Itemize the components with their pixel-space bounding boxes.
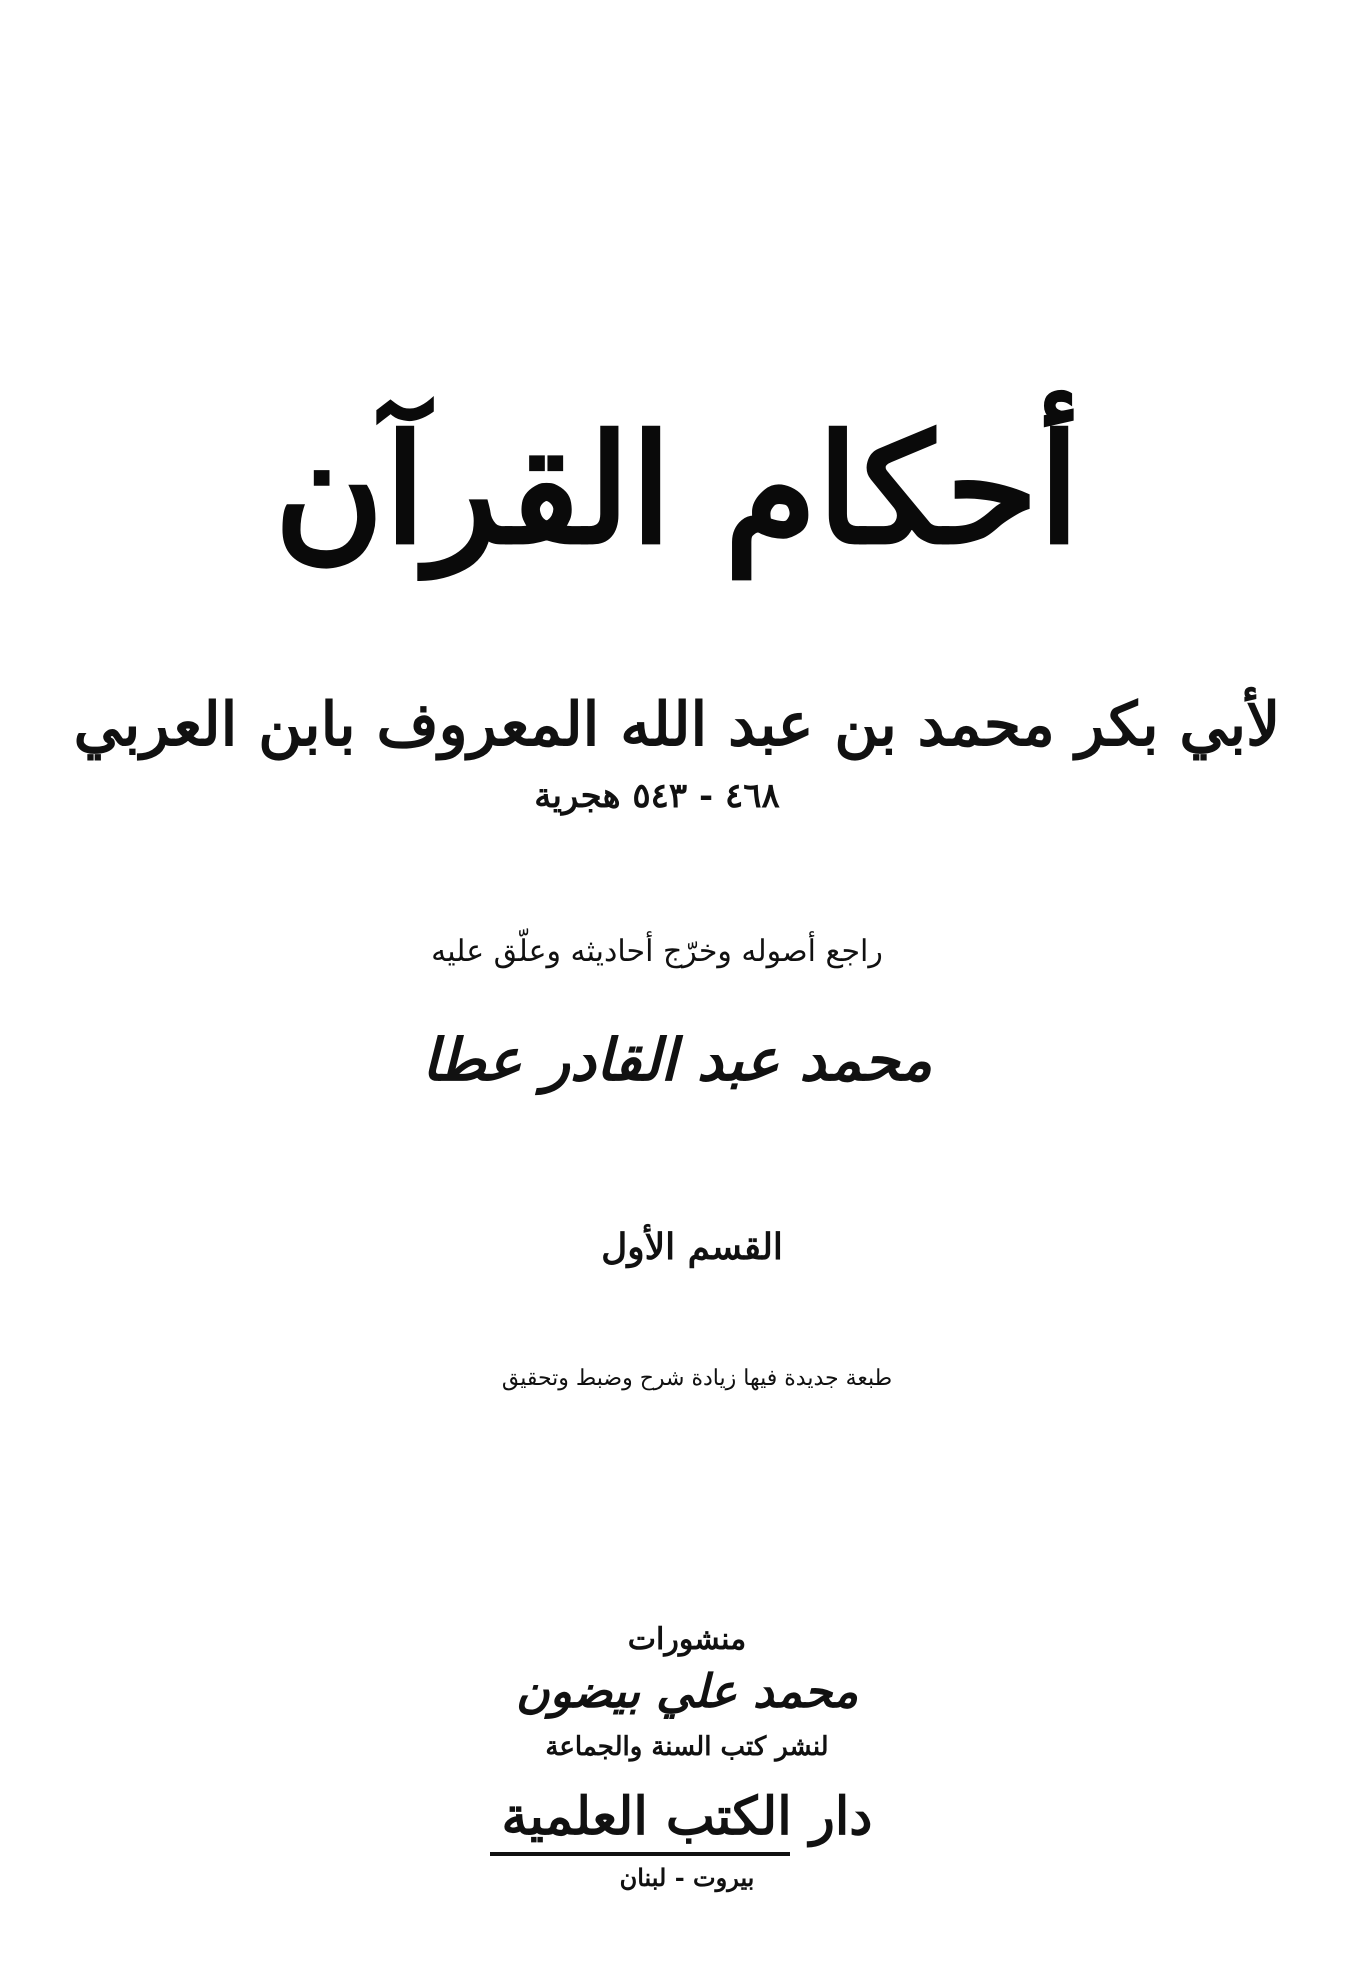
book-title: أحكام القرآن <box>274 402 1080 578</box>
publisher-description: لنشر كتب السنة والجماعة <box>545 1732 829 1762</box>
author-line: لأبي بكر محمد بن عبد الله المعروف بابن العربي <box>73 690 1281 760</box>
publisher-city: بيروت - لبنان <box>619 1863 755 1892</box>
publisher-label: منشورات <box>627 1622 747 1657</box>
publisher-name: محمد علي بيضون <box>515 1664 859 1718</box>
volume-label: القسم الأول <box>601 1226 783 1268</box>
editor-name: محمد عبد القادر عطا <box>421 1026 933 1094</box>
press-underline <box>490 1852 790 1856</box>
press-name: دار الكتب العلمية <box>501 1786 873 1847</box>
author-dates: ٤٦٨ - ٥٤٣ هجرية <box>534 776 780 816</box>
reviewed-by-line: راجع أصوله وخرّج أحاديثه وعلّق عليه <box>431 934 883 969</box>
edition-note: طبعة جديدة فيها زيادة شرح وضبط وتحقيق <box>501 1366 893 1391</box>
